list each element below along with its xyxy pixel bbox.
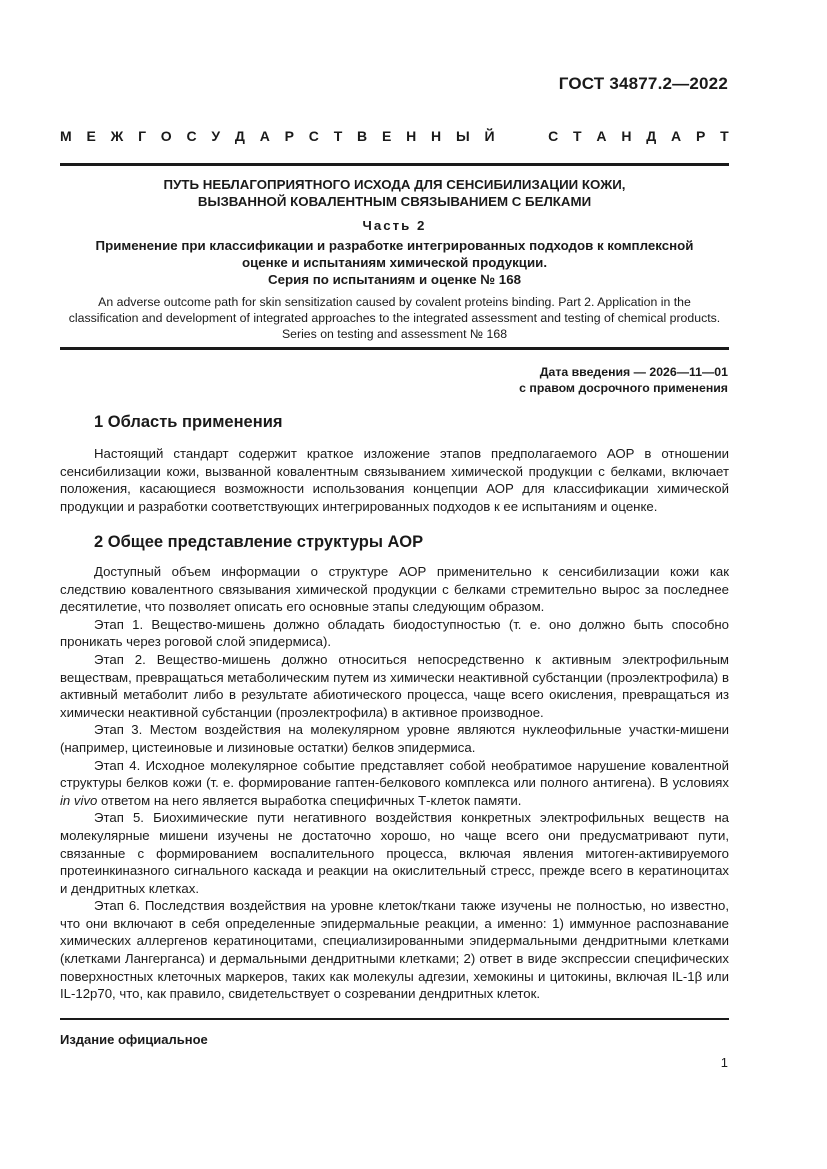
heading-letter: А xyxy=(259,128,270,144)
italic-term: in vivo xyxy=(60,792,98,808)
paragraph-stage-4 xyxy=(60,757,729,810)
heading-letter: М xyxy=(60,128,72,144)
heading-letter: Ы xyxy=(455,128,470,144)
text-run: Этап 4. Исходное молекулярное событие представляет собой необратимое нарушение ковалентной структуры белков кожи (т. е. формирование гаптен-белкового комплекса или полного антигена). В условиях xyxy=(60,757,729,791)
paragraph-stage-6: Этап 6. Последствия воздействия на уровне клеток/ткани также изучены не полностью, но известно, что они включают в себя определенные эпидермальные реакции, а именно: 1) иммунное распознавание химических аллергенов кератиноцитами, специализированными эпидермальными дендритными клетками (клетками Лангерганса) и дермальными дендритными клетками; 2) ответ в виде экспрессии специфических поверхностных клеточных маркеров, таких как молекулы адгезии, хемокины и цитокины, включая IL-1β или IL-12p70, что, как правило, свидетельствует о созревании дендритных клеток. xyxy=(60,898,729,1002)
heading-letter: С xyxy=(308,128,319,144)
gost-number: ГОСТ 34877.2—2022 xyxy=(558,74,728,93)
heading-letter: А xyxy=(671,128,682,144)
heading-letter: Н xyxy=(431,128,442,144)
section-1-heading: 1 Область применения xyxy=(94,413,283,431)
paragraph: Настоящий стандарт содержит краткое изложение этапов предполагаемого АОР в отношении сенсибилизации кожи, вызванной ковалентным связыванием химической продукции с белками, включает положения, касающиеся возможности использования концепции АОР для классификации химической продукции и разработки соответствующих интегрированных подходов к ее испытаниям и оценке. xyxy=(60,446,729,514)
heading-letter: Д xyxy=(234,128,245,144)
title-en-line: Series on testing and assessment № 168 xyxy=(281,327,508,341)
heading-letter: А xyxy=(596,128,607,144)
subtitle-line: Серия по испытаниям и оценке № 168 xyxy=(268,272,521,287)
official-edition-label: Издание официальное xyxy=(60,1032,208,1047)
paragraph: Доступный объем информации о структуре АОР применительно к сенсибилизации кожи как следствию ковалентного связывания химической продукции с белками стремительно вырос за последнее десятилетие, что позволяет описать его основные этапы следующим образом. xyxy=(60,564,729,615)
title-en-line: An adverse outcome path for skin sensitization caused by covalent proteins binding. Part 2. Application in the xyxy=(98,295,691,309)
heading-letter: Т xyxy=(333,128,343,144)
paragraph-stage-5: Этап 5. Биохимические пути негативного воздействия конкретных электрофильных веществ на молекулярные мишени изучены не достаточно хорошо, но чаще всего они предусматривают пути, связанные с формированием воспалительного процесса, включая явления митоген-активируемого протеинкиназного сигнального каскада и реакции на окислительный стресс, прежде всего в кератиноцитах и дендритных клетках. xyxy=(60,810,729,896)
introduction-date xyxy=(519,364,728,396)
heading-letter: Й xyxy=(484,128,495,144)
heading-letter: Т xyxy=(720,128,729,144)
paragraph-stage-1: Этап 1. Вещество-мишень должно обладать биодоступностью (т. е. оно должно быть способно проникать через роговой слой эпидермиса). xyxy=(60,616,729,650)
page-number: 1 xyxy=(720,1055,728,1070)
title-english xyxy=(60,294,729,342)
heading-letter: Н xyxy=(406,128,417,144)
top-divider xyxy=(60,163,729,166)
title-divider xyxy=(60,347,729,350)
heading-letter: Р xyxy=(695,128,706,144)
interstate-standard-heading xyxy=(60,128,729,144)
footer-divider xyxy=(60,1018,729,1020)
section-2-heading: 2 Общее представление структуры АОР xyxy=(94,533,424,551)
subtitle-russian xyxy=(60,237,729,288)
title-en-line: classification and development of integrated approaches to the integrated assessment and testing of chemical products. xyxy=(68,311,721,325)
subtitle-line: Применение при классификации и разработке интегрированных подходов к комплексной xyxy=(95,238,694,253)
text-run: ответом на него является выработка специфичных Т-клеток памяти. xyxy=(97,792,522,808)
subtitle-line: оценке и испытаниям химической продукции. xyxy=(241,255,548,270)
title-line: ВЫЗВАННОЙ КОВАЛЕНТНЫМ СВЯЗЫВАНИЕМ С БЕЛКАМИ xyxy=(197,194,592,209)
heading-letter: О xyxy=(160,128,172,144)
heading-letter: Т xyxy=(573,128,582,144)
section-1-body xyxy=(60,445,729,515)
heading-letter: В xyxy=(357,128,368,144)
paragraph-stage-3: Этап 3. Местом воздействия на молекулярном уровне являются нуклеофильные участки-мишени (например, цистеиновые и лизиновые остатки) белков эпидермиса. xyxy=(60,722,729,755)
heading-letter: Д xyxy=(646,128,657,144)
heading-letter: У xyxy=(211,128,221,144)
word-gap xyxy=(509,128,533,144)
date-line: Дата введения — 2026—11—01 xyxy=(539,365,728,379)
heading-letter: Ж xyxy=(110,128,124,144)
early-application-line: с правом досрочного применения xyxy=(519,381,728,395)
heading-letter: Е xyxy=(381,128,392,144)
heading-letter: С xyxy=(548,128,559,144)
heading-letter: С xyxy=(186,128,197,144)
title-line: ПУТЬ НЕБЛАГОПРИЯТНОГО ИСХОДА ДЛЯ СЕНСИБИЛИЗАЦИИ КОЖИ, xyxy=(163,177,626,192)
heading-letter: Е xyxy=(86,128,96,144)
heading-letter: Г xyxy=(138,128,146,144)
section-2-body xyxy=(60,563,729,1003)
heading-letter: Р xyxy=(284,128,294,144)
part-label: Часть 2 xyxy=(362,218,427,233)
title-russian xyxy=(60,176,729,210)
paragraph-stage-2: Этап 2. Вещество-мишень должно относиться непосредственно к активным электрофильным веществам, превращаться метаболическим путем из химически неактивной субстанции (проэлектрофила) в активный метаболит либо в результате абиотического процесса, чаще всего окисления, превращаться из химически неактивной субстанции (проэлектрофила) в активное производное. xyxy=(60,651,729,720)
heading-letter: Н xyxy=(621,128,632,144)
